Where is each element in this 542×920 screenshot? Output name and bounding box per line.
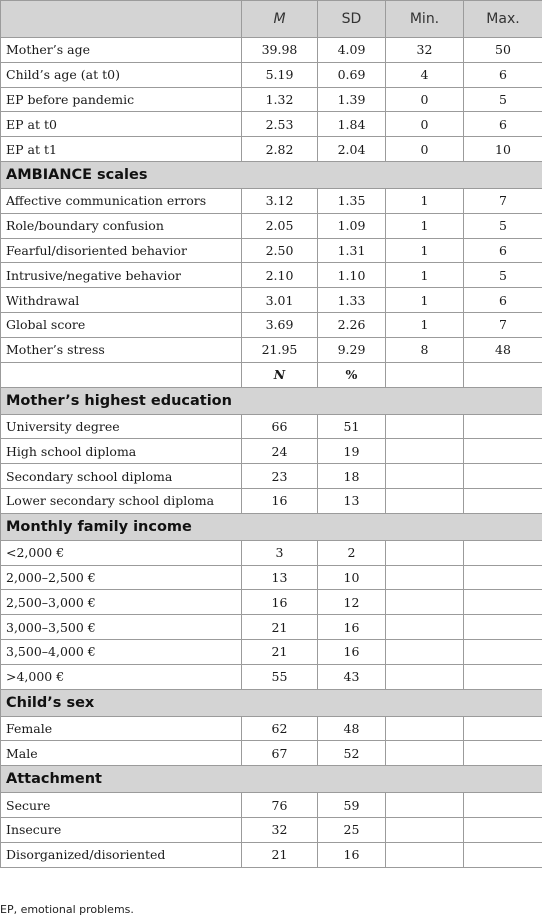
sd-value: 1.09 xyxy=(318,213,386,238)
min-value: 8 xyxy=(386,337,464,362)
header-max: Max. xyxy=(464,1,542,38)
row-label: Secure xyxy=(1,793,242,818)
row-label: Mother’s age xyxy=(1,38,242,63)
empty-cell xyxy=(464,639,542,664)
empty-cell xyxy=(464,716,542,741)
row-label: Female xyxy=(1,716,242,741)
header-mean: M xyxy=(242,1,318,38)
percent-value: 2 xyxy=(318,540,386,565)
section-sex xyxy=(1,689,542,716)
mean-value: 39.98 xyxy=(242,38,318,63)
table-row xyxy=(1,741,542,766)
percent-value: 13 xyxy=(318,488,386,513)
row-label: <2,000 € xyxy=(1,540,242,565)
empty-cell xyxy=(386,362,464,387)
empty-cell xyxy=(386,565,464,590)
count-value: 55 xyxy=(242,664,318,689)
row-label: University degree xyxy=(1,414,242,439)
table-row xyxy=(1,464,542,489)
row-label: 3,000–3,500 € xyxy=(1,615,242,640)
table-row xyxy=(1,488,542,513)
header-blank-cell xyxy=(1,1,242,38)
empty-cell xyxy=(386,842,464,867)
empty-cell xyxy=(464,488,542,513)
sd-value: 4.09 xyxy=(318,38,386,63)
percent-value: 16 xyxy=(318,842,386,867)
table-body xyxy=(1,1,542,868)
empty-cell xyxy=(386,639,464,664)
mean-value: 1.32 xyxy=(242,87,318,112)
empty-cell xyxy=(464,540,542,565)
mean-value: 2.53 xyxy=(242,112,318,137)
row-label: Male xyxy=(1,741,242,766)
table-row xyxy=(1,288,542,313)
row-label: EP at t1 xyxy=(1,137,242,162)
row-label: Global score xyxy=(1,312,242,337)
empty-cell xyxy=(464,362,542,387)
mean-value: 3.01 xyxy=(242,288,318,313)
count-value: 66 xyxy=(242,414,318,439)
section-title: AMBIANCE scales xyxy=(1,161,542,188)
max-value: 6 xyxy=(464,288,542,313)
max-value: 7 xyxy=(464,312,542,337)
percent-value: 43 xyxy=(318,664,386,689)
min-value: 1 xyxy=(386,238,464,263)
max-value: 7 xyxy=(464,188,542,213)
table-footnote: EP, emotional problems. xyxy=(0,903,134,916)
sd-value: 1.39 xyxy=(318,87,386,112)
table-row xyxy=(1,793,542,818)
empty-cell xyxy=(464,615,542,640)
table-row xyxy=(1,540,542,565)
mean-value: 3.69 xyxy=(242,312,318,337)
percent-value: 12 xyxy=(318,590,386,615)
table-row xyxy=(1,664,542,689)
row-label: Withdrawal xyxy=(1,288,242,313)
count-value: 16 xyxy=(242,488,318,513)
header-sd: SD xyxy=(318,1,386,38)
table-row xyxy=(1,38,542,63)
percent-value: 18 xyxy=(318,464,386,489)
sd-value: 1.84 xyxy=(318,112,386,137)
percent-value: 19 xyxy=(318,439,386,464)
row-label: Role/boundary confusion xyxy=(1,213,242,238)
min-value: 4 xyxy=(386,62,464,87)
sd-value: 1.31 xyxy=(318,238,386,263)
empty-cell xyxy=(464,664,542,689)
max-value: 50 xyxy=(464,38,542,63)
empty-cell xyxy=(464,565,542,590)
sd-value: 2.04 xyxy=(318,137,386,162)
sd-value: 1.33 xyxy=(318,288,386,313)
empty-cell xyxy=(386,488,464,513)
sd-value: 1.10 xyxy=(318,263,386,288)
empty-cell xyxy=(386,716,464,741)
sd-value: 1.35 xyxy=(318,188,386,213)
empty-cell xyxy=(386,439,464,464)
table-row xyxy=(1,842,542,867)
count-value: 76 xyxy=(242,793,318,818)
max-value: 6 xyxy=(464,238,542,263)
empty-cell xyxy=(464,590,542,615)
empty-cell xyxy=(386,741,464,766)
row-label: EP before pandemic xyxy=(1,87,242,112)
row-label: EP at t0 xyxy=(1,112,242,137)
row-label: 2,500–3,000 € xyxy=(1,590,242,615)
row-label: Secondary school diploma xyxy=(1,464,242,489)
max-value: 5 xyxy=(464,213,542,238)
sd-value: 2.26 xyxy=(318,312,386,337)
empty-cell xyxy=(386,664,464,689)
table-row xyxy=(1,817,542,842)
header-min: Min. xyxy=(386,1,464,38)
min-value: 1 xyxy=(386,312,464,337)
row-label: Intrusive/negative behavior xyxy=(1,263,242,288)
section-attachment xyxy=(1,766,542,793)
max-value: 48 xyxy=(464,337,542,362)
header-n: N xyxy=(242,362,318,387)
section-title: Attachment xyxy=(1,766,542,793)
count-value: 21 xyxy=(242,842,318,867)
count-value: 16 xyxy=(242,590,318,615)
table-row xyxy=(1,213,542,238)
min-value: 32 xyxy=(386,38,464,63)
count-header-row xyxy=(1,362,542,387)
mean-value: 21.95 xyxy=(242,337,318,362)
percent-value: 52 xyxy=(318,741,386,766)
table-row xyxy=(1,238,542,263)
mean-value: 2.82 xyxy=(242,137,318,162)
empty-cell xyxy=(464,414,542,439)
max-value: 5 xyxy=(464,87,542,112)
section-education xyxy=(1,387,542,414)
min-value: 0 xyxy=(386,87,464,112)
section-income xyxy=(1,513,542,540)
percent-value: 10 xyxy=(318,565,386,590)
count-value: 3 xyxy=(242,540,318,565)
table-row xyxy=(1,414,542,439)
table-row xyxy=(1,716,542,741)
row-label: Insecure xyxy=(1,817,242,842)
table-row xyxy=(1,337,542,362)
count-value: 24 xyxy=(242,439,318,464)
count-value: 21 xyxy=(242,639,318,664)
mean-value: 5.19 xyxy=(242,62,318,87)
min-value: 0 xyxy=(386,112,464,137)
sd-value: 0.69 xyxy=(318,62,386,87)
table-row xyxy=(1,188,542,213)
section-title: Child’s sex xyxy=(1,689,542,716)
table-row xyxy=(1,615,542,640)
percent-value: 16 xyxy=(318,639,386,664)
empty-cell xyxy=(386,540,464,565)
min-value: 1 xyxy=(386,188,464,213)
empty-cell xyxy=(464,439,542,464)
table-row xyxy=(1,263,542,288)
count-value: 62 xyxy=(242,716,318,741)
empty-cell xyxy=(464,817,542,842)
table-row xyxy=(1,312,542,337)
max-value: 6 xyxy=(464,62,542,87)
min-value: 1 xyxy=(386,263,464,288)
row-label: 3,500–4,000 € xyxy=(1,639,242,664)
row-label: Lower secondary school diploma xyxy=(1,488,242,513)
table-row xyxy=(1,112,542,137)
empty-cell xyxy=(386,590,464,615)
empty-cell xyxy=(464,793,542,818)
table-row xyxy=(1,137,542,162)
table-row xyxy=(1,62,542,87)
max-value: 10 xyxy=(464,137,542,162)
count-value: 23 xyxy=(242,464,318,489)
row-label: Mother’s stress xyxy=(1,337,242,362)
percent-value: 25 xyxy=(318,817,386,842)
sd-value: 9.29 xyxy=(318,337,386,362)
empty-cell xyxy=(386,615,464,640)
min-value: 0 xyxy=(386,137,464,162)
row-label: Fearful/disoriented behavior xyxy=(1,238,242,263)
row-label: Affective communication errors xyxy=(1,188,242,213)
max-value: 5 xyxy=(464,263,542,288)
table-row xyxy=(1,565,542,590)
mean-value: 3.12 xyxy=(242,188,318,213)
count-value: 67 xyxy=(242,741,318,766)
empty-cell xyxy=(386,817,464,842)
min-value: 1 xyxy=(386,288,464,313)
row-label: Child’s age (at t0) xyxy=(1,62,242,87)
percent-value: 51 xyxy=(318,414,386,439)
count-value: 21 xyxy=(242,615,318,640)
table-row xyxy=(1,439,542,464)
empty-cell xyxy=(464,741,542,766)
percent-value: 48 xyxy=(318,716,386,741)
min-value: 1 xyxy=(386,213,464,238)
section-title: Monthly family income xyxy=(1,513,542,540)
max-value: 6 xyxy=(464,112,542,137)
row-label: >4,000 € xyxy=(1,664,242,689)
header-percent: % xyxy=(318,362,386,387)
table-row xyxy=(1,590,542,615)
empty-cell xyxy=(386,793,464,818)
section-title: Mother’s highest education xyxy=(1,387,542,414)
table-row xyxy=(1,87,542,112)
row-label: Disorganized/disoriented xyxy=(1,842,242,867)
section-ambiance xyxy=(1,161,542,188)
mean-value: 2.05 xyxy=(242,213,318,238)
row-label: 2,000–2,500 € xyxy=(1,565,242,590)
header-row xyxy=(1,1,542,38)
count-value: 32 xyxy=(242,817,318,842)
empty-cell xyxy=(1,362,242,387)
percent-value: 16 xyxy=(318,615,386,640)
mean-value: 2.50 xyxy=(242,238,318,263)
empty-cell xyxy=(464,464,542,489)
count-value: 13 xyxy=(242,565,318,590)
table-row xyxy=(1,639,542,664)
empty-cell xyxy=(464,842,542,867)
row-label: High school diploma xyxy=(1,439,242,464)
mean-value: 2.10 xyxy=(242,263,318,288)
percent-value: 59 xyxy=(318,793,386,818)
empty-cell xyxy=(386,464,464,489)
empty-cell xyxy=(386,414,464,439)
